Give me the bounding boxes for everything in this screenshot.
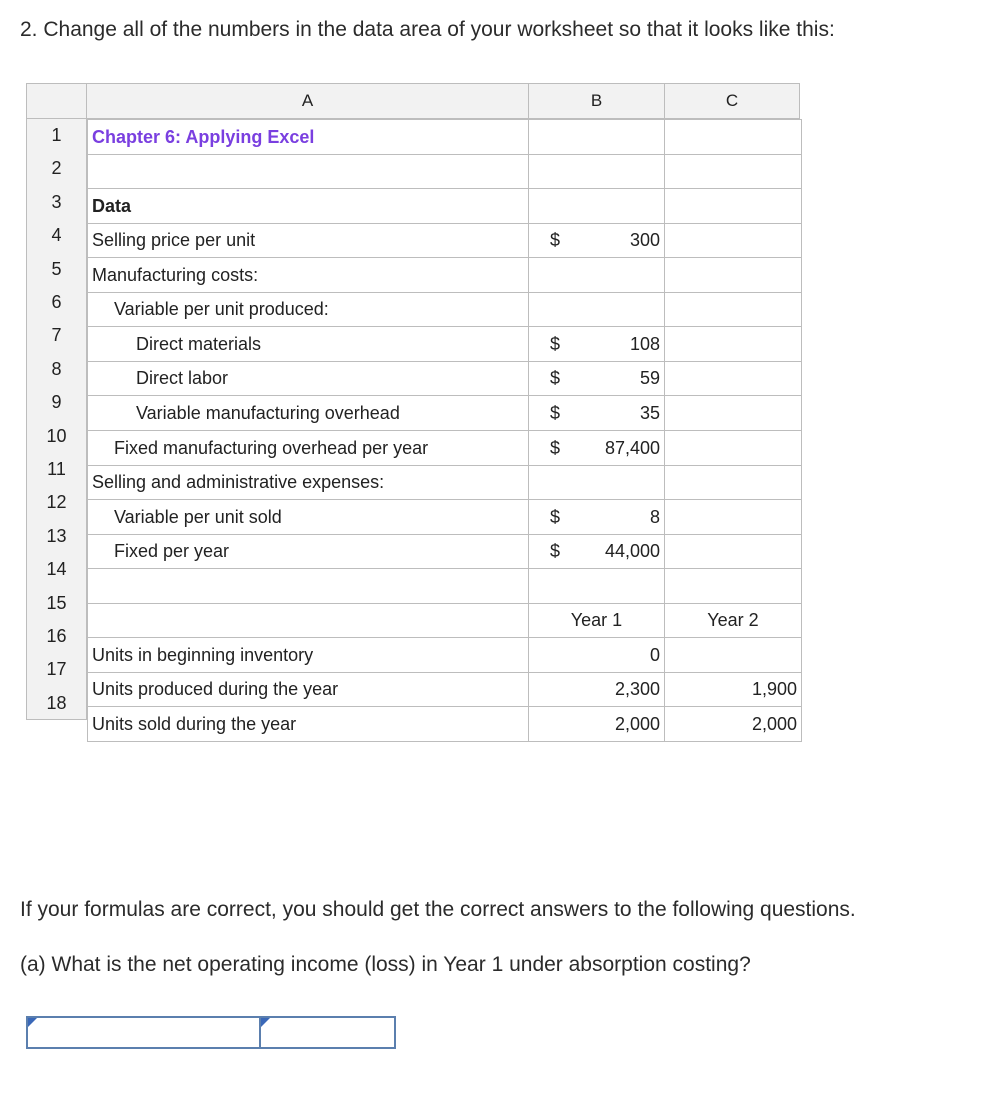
currency-symbol: $ xyxy=(550,506,561,527)
value-cell-b xyxy=(529,638,665,673)
row-number: 14 xyxy=(46,559,67,580)
value-cell-b xyxy=(529,466,665,500)
label-text: Direct labor xyxy=(136,368,229,388)
row-number: 8 xyxy=(51,358,62,379)
row-number: 15 xyxy=(46,592,67,613)
currency-symbol: $ xyxy=(550,333,561,354)
value-text: 8 xyxy=(649,506,660,527)
label-cell xyxy=(87,431,529,466)
label-cell xyxy=(87,224,529,258)
data-grid xyxy=(87,119,802,741)
value-cell-b xyxy=(529,327,665,362)
label-text: Chapter 6: Applying Excel xyxy=(92,126,315,147)
answer-label-input[interactable] xyxy=(26,1016,261,1049)
value-cell-c xyxy=(665,120,802,155)
value-cell-b xyxy=(529,673,665,707)
row-number: 10 xyxy=(46,425,67,446)
value-cell-c xyxy=(665,673,802,707)
value-text: 0 xyxy=(649,644,660,665)
label-cell xyxy=(87,258,529,293)
value-text: 2,000 xyxy=(614,713,660,734)
label-cell xyxy=(87,396,529,431)
value-cell-b xyxy=(529,120,665,155)
value-cell-c xyxy=(665,224,802,258)
value-cell-b xyxy=(529,535,665,569)
question-a-text: (a) What is the net operating income (loss) in Year 1 under absorption costing? xyxy=(20,953,751,976)
label-cell xyxy=(87,638,529,673)
value-cell-b xyxy=(529,155,665,189)
value-text: 2,000 xyxy=(751,713,797,734)
value-text: Year 2 xyxy=(707,610,759,630)
row-number: 16 xyxy=(46,626,67,646)
row-number: 13 xyxy=(46,525,67,546)
value-cell-b xyxy=(529,604,665,638)
label-cell xyxy=(87,327,529,362)
value-cell-c xyxy=(665,258,802,293)
label-text: Units produced during the year xyxy=(92,679,339,699)
column-header-b: B xyxy=(529,83,665,119)
value-cell-b xyxy=(529,224,665,258)
value-text: 59 xyxy=(639,368,660,388)
row-number: 7 xyxy=(51,325,62,346)
row-number: 1 xyxy=(51,125,62,145)
label-text: Selling price per unit xyxy=(92,230,256,250)
value-cell-c xyxy=(665,189,802,224)
header-corner xyxy=(26,83,87,119)
value-cell-c xyxy=(665,362,802,396)
value-cell-c xyxy=(665,638,802,673)
value-cell-b xyxy=(529,258,665,293)
row-number: 18 xyxy=(46,692,67,713)
value-text: 1,900 xyxy=(751,679,797,699)
label-cell xyxy=(87,466,529,500)
column-header-a: A xyxy=(87,83,529,119)
row-number: 2 xyxy=(51,158,62,179)
label-cell xyxy=(87,155,529,189)
label-text: Units sold during the year xyxy=(92,713,297,734)
row-number-column xyxy=(26,119,87,720)
label-text: Variable manufacturing overhead xyxy=(136,402,400,423)
label-cell xyxy=(87,535,529,569)
label-text: Direct materials xyxy=(136,333,262,354)
value-text: 35 xyxy=(639,402,660,423)
value-cell-c xyxy=(665,707,802,742)
row-number: 6 xyxy=(51,292,62,312)
label-text: Fixed manufacturing overhead per year xyxy=(114,437,429,458)
value-text: 108 xyxy=(629,333,660,354)
row-number: 5 xyxy=(51,258,62,279)
currency-symbol: $ xyxy=(550,368,561,388)
value-cell-c xyxy=(665,293,802,327)
label-text: Selling and administrative expenses: xyxy=(92,472,385,492)
answer-marker-icon xyxy=(28,1018,37,1027)
label-text: Manufacturing costs: xyxy=(92,264,259,285)
label-text: Variable per unit sold xyxy=(114,506,282,527)
value-cell-c xyxy=(665,155,802,189)
value-cell-b xyxy=(529,707,665,742)
label-cell xyxy=(87,500,529,535)
row-number: 11 xyxy=(47,459,66,479)
value-cell-c xyxy=(665,535,802,569)
currency-symbol: $ xyxy=(550,541,561,561)
row-number: 3 xyxy=(51,191,62,212)
label-cell xyxy=(87,604,529,638)
question-lead-text: If your formulas are correct, you should get the correct answers to the following questions. xyxy=(20,898,856,921)
row-number: 4 xyxy=(51,225,62,246)
row-number: 17 xyxy=(46,659,67,680)
answer-amount-input[interactable] xyxy=(259,1016,396,1049)
row-number: 9 xyxy=(51,392,62,413)
label-cell xyxy=(87,673,529,707)
value-cell-c xyxy=(665,431,802,466)
value-cell-b xyxy=(529,500,665,535)
value-cell-b xyxy=(529,189,665,224)
label-cell xyxy=(87,707,529,742)
label-text: Fixed per year xyxy=(114,541,230,561)
value-cell-b xyxy=(529,431,665,466)
answer-marker-icon xyxy=(261,1018,270,1027)
column-header-c: C xyxy=(665,83,800,119)
value-cell-b xyxy=(529,569,665,604)
value-cell-b xyxy=(529,362,665,396)
value-cell-c xyxy=(665,569,802,604)
value-text: 87,400 xyxy=(604,437,660,458)
value-cell-b xyxy=(529,396,665,431)
sheet-title xyxy=(87,120,529,155)
currency-symbol: $ xyxy=(550,437,561,458)
value-cell-c xyxy=(665,327,802,362)
row-number: 12 xyxy=(46,492,67,513)
currency-symbol: $ xyxy=(550,402,561,423)
label-cell xyxy=(87,362,529,396)
label-text: Data xyxy=(92,195,132,216)
label-cell xyxy=(87,569,529,604)
instruction-text: 2. Change all of the numbers in the data area of your worksheet so that it looks like this: xyxy=(20,18,835,41)
label-cell xyxy=(87,189,529,224)
currency-symbol: $ xyxy=(550,230,561,250)
value-cell-b xyxy=(529,293,665,327)
value-cell-c xyxy=(665,466,802,500)
value-text: 300 xyxy=(629,230,660,250)
label-text: Variable per unit produced: xyxy=(114,299,329,319)
value-cell-c xyxy=(665,396,802,431)
label-text: Units in beginning inventory xyxy=(92,644,314,665)
value-text: Year 1 xyxy=(570,610,623,630)
label-cell xyxy=(87,293,529,327)
value-cell-c xyxy=(665,500,802,535)
value-cell-c xyxy=(665,604,802,638)
value-text: 44,000 xyxy=(604,541,660,561)
value-text: 2,300 xyxy=(614,679,660,699)
